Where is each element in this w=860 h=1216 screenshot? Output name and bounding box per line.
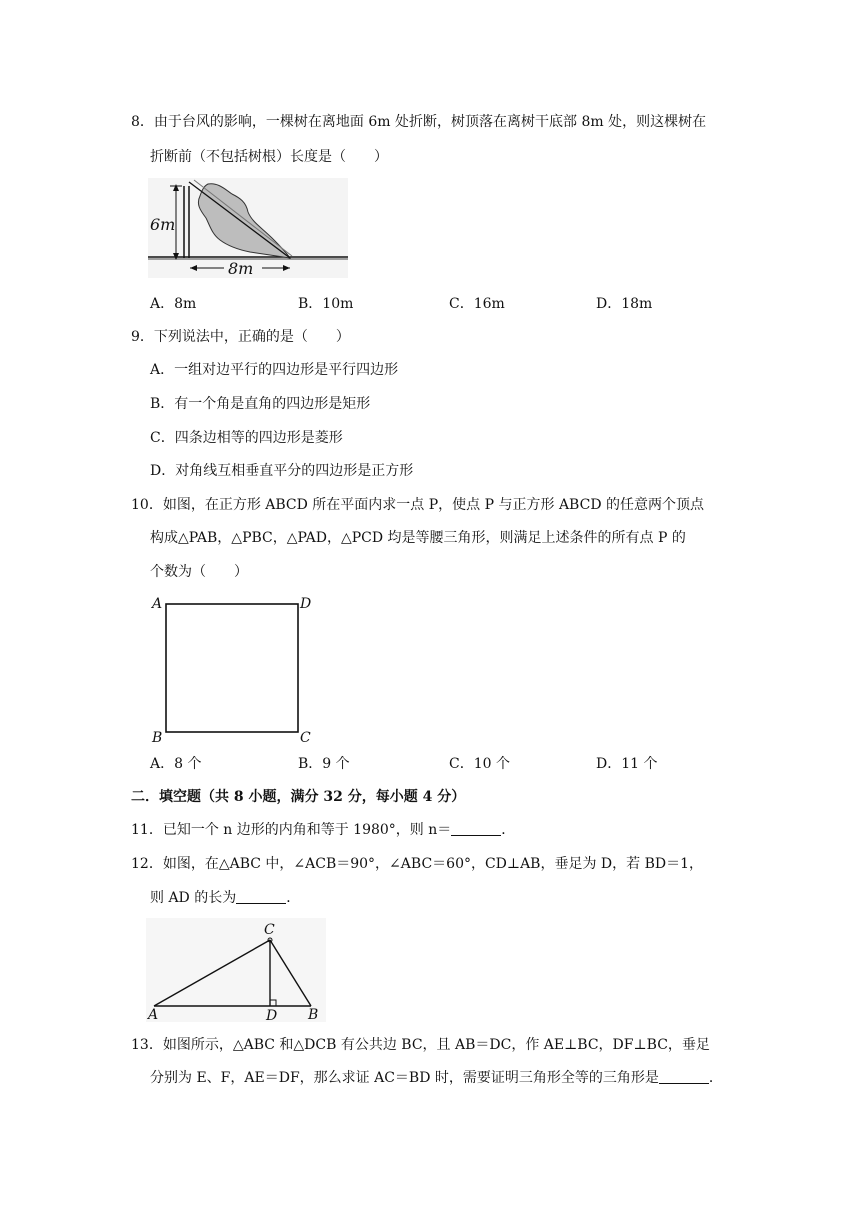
q8-fig-base-label: 8m	[228, 259, 254, 278]
q8-option-a[interactable]: A．8m	[150, 296, 197, 312]
q9-option-c[interactable]: C．四条边相等的四边形是菱形	[150, 430, 343, 446]
q8-stem-line2: 折断前（不包括树根）长度是（ ）	[150, 149, 388, 165]
q10-label-d: D	[300, 596, 312, 612]
q10-label-c: C	[300, 730, 311, 744]
q13-answer-blank[interactable]	[659, 1069, 709, 1084]
q10-option-d[interactable]: D．11 个	[596, 756, 658, 772]
q9-stem: 9．下列说法中，正确的是（ ）	[131, 329, 350, 345]
q12-label-d: D	[266, 1008, 278, 1022]
q12-triangle-figure	[146, 918, 326, 1022]
q8-fig-height-label: 6m	[150, 215, 176, 234]
q12-text: 则 AD 的长为	[150, 890, 237, 906]
q11-end: ．	[501, 822, 516, 838]
q13-text: 分别为 E、F，AE＝DF，那么求证 AC＝BD 时，需要证明三角形全等的三角形是	[150, 1070, 659, 1086]
q9-option-b[interactable]: B．有一个角是直角的四边形是矩形	[150, 396, 371, 412]
q10-stem-line3: 个数为（ ）	[150, 564, 248, 580]
q10-option-c[interactable]: C．10 个	[449, 756, 510, 772]
q10-square-figure	[148, 592, 328, 744]
q13-end: ．	[708, 1070, 723, 1086]
q12-end: ．	[286, 890, 301, 906]
q13-stem-line1: 13．如图所示，△ABC 和△DCB 有公共边 BC，且 AB＝DC，作 AE⊥BC，DF⊥BC，垂足	[131, 1037, 710, 1053]
q10-option-a[interactable]: A．8 个	[150, 756, 202, 772]
q9-option-d[interactable]: D．对角线互相垂直平分的四边形是正方形	[150, 463, 414, 479]
q10-stem-line1: 10．如图，在正方形 ABCD 所在平面内求一点 P，使点 P 与正方形 ABCD 的任意两个顶点	[131, 497, 704, 513]
q8-stem-line1: 8．由于台风的影响，一棵树在离地面 6m 处折断，树顶落在离树干底部 8m 处，则这棵树在	[131, 114, 707, 130]
q12-stem-line2	[150, 888, 300, 908]
q10-label-a: A	[152, 596, 163, 612]
q12-label-a: A	[148, 1007, 159, 1022]
q8-tree-figure	[148, 178, 348, 278]
q12-label-c: C	[264, 922, 275, 938]
q10-option-b[interactable]: B．9 个	[298, 756, 350, 772]
q13-stem-line2	[150, 1068, 723, 1088]
q8-option-b[interactable]: B．10m	[298, 296, 354, 312]
q10-label-b: B	[152, 730, 163, 744]
q12-label-b: B	[308, 1007, 319, 1022]
q12-answer-blank[interactable]	[236, 889, 286, 904]
q11-answer-blank[interactable]	[451, 821, 501, 836]
section-title: 二．填空题（共 8 小题，满分 32 分，每小题 4 分）	[131, 789, 466, 805]
q10-stem-line2: 构成△PAB，△PBC，△PAD，△PCD 均是等腰三角形，则满足上述条件的所有点 P 的	[150, 530, 686, 546]
q8-option-c[interactable]: C．16m	[449, 296, 505, 312]
q9-option-a[interactable]: A．一组对边平行的四边形是平行四边形	[150, 362, 399, 378]
q11-text: 11．已知一个 n 边形的内角和等于 1980°，则 n＝	[131, 822, 452, 838]
q8-option-d[interactable]: D．18m	[596, 296, 653, 312]
q11-stem	[131, 820, 515, 840]
q12-stem-line1: 12．如图，在△ABC 中，∠ACB＝90°，∠ABC＝60°，CD⊥AB，垂足为 D，若 BD＝1，	[131, 856, 704, 872]
